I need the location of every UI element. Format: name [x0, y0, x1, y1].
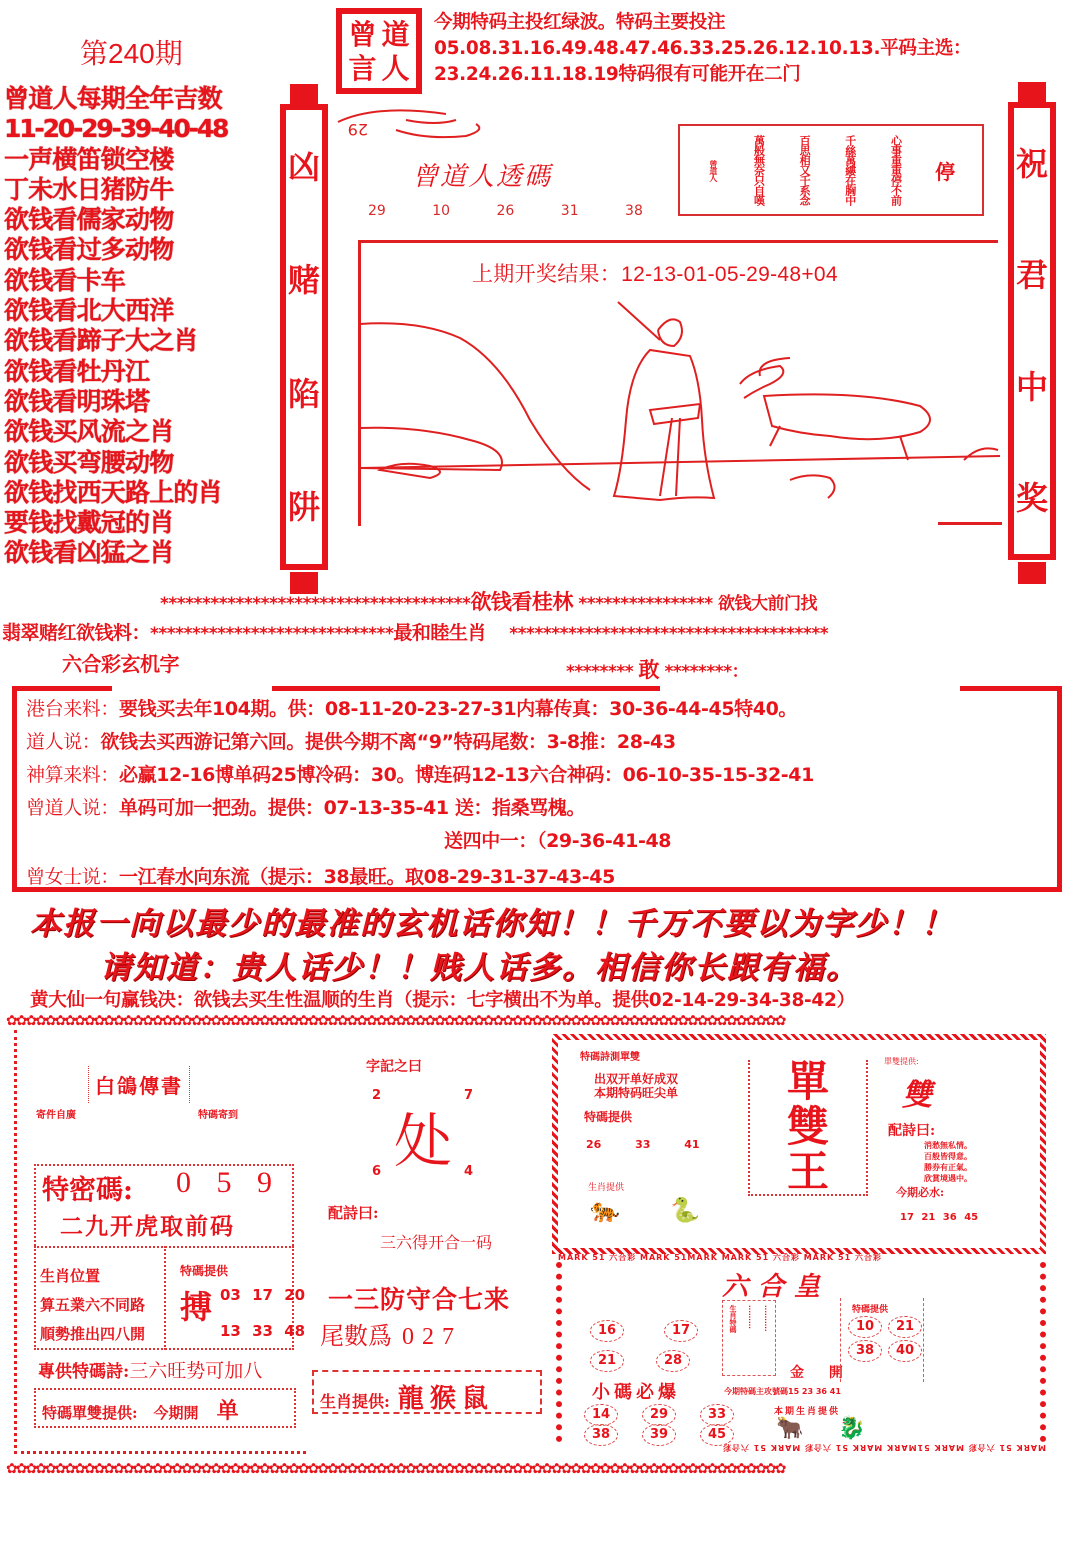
- odd-even-label: 特碼單雙提供:: [42, 1404, 138, 1422]
- odd-even-poem-title: 特碼詩測單雙: [580, 1052, 640, 1063]
- zodiac-position: [40, 1262, 145, 1349]
- flower-border-top: ✿✿✿✿✿✿✿✿✿✿✿✿✿✿✿✿✿✿✿✿✿✿✿✿✿✿✿✿✿✿✿✿✿✿✿✿✿✿✿✿✿✿✿✿✿✿✿✿✿✿✿✿✿✿✿✿✿✿✿✿✿✿✿✿✿✿✿✿✿✿✿✿✿✿✿✿✿✿✿✿: [6, 1014, 785, 1028]
- stars: *************************************: [160, 594, 471, 614]
- char-riddle-title: 字記之曰: [366, 1059, 422, 1075]
- painting-title: 曾道人透碼: [412, 162, 553, 192]
- scroll-cap: [290, 84, 318, 106]
- scroll-banner-right: [1008, 102, 1056, 560]
- monk-and-ox-illustration-icon: [360, 300, 1000, 524]
- tip-line: 欲钱看卡车: [4, 265, 126, 295]
- info-text: 必赢12-16博单码25博冷码：30。博连码12-13六合神码：06-10-35-15-32-41: [119, 764, 814, 786]
- slogan-line-1: 本报一向以最少的最准的玄机话你知！！千万不要以为字少！！: [30, 906, 954, 942]
- dragon-icon: 🐉: [838, 1416, 866, 1441]
- info-row: [26, 727, 676, 754]
- number-circle: 17: [664, 1320, 698, 1342]
- tail-value: 027: [402, 1324, 462, 1350]
- info-text: 一江春水向东流（提示：38最旺。取08-29-31-37-43-45: [119, 866, 615, 888]
- tip-line: 欲钱看凶猛之肖: [4, 538, 174, 568]
- must-win-numbers: 17 21 36 45: [900, 1212, 979, 1223]
- scroll-cap: [1018, 82, 1046, 104]
- odd-even-poem: [594, 1072, 678, 1100]
- secret-code-numbers: 0 5 9: [176, 1166, 272, 1199]
- secret-code-label: 特密碼:: [42, 1175, 133, 1206]
- zodiac-label: 生肖提供: [588, 1183, 625, 1193]
- info-text: 送四中一：（29-36-41-48: [444, 830, 672, 852]
- flower-border-bottom: ✿✿✿✿✿✿✿✿✿✿✿✿✿✿✿✿✿✿✿✿✿✿✿✿✿✿✿✿✿✿✿✿✿✿✿✿✿✿✿✿✿✿✿✿✿✿✿✿✿✿✿✿✿✿✿✿✿✿✿✿✿✿✿✿✿✿✿✿✿✿✿✿✿✿✿✿✿✿✿✿: [6, 1462, 785, 1476]
- last-result: [472, 258, 838, 288]
- vertical-text: 生肖特碼: [729, 1305, 737, 1333]
- scroll-char: 奖: [1015, 479, 1048, 518]
- scroll-char: 君: [1015, 256, 1048, 295]
- mark-border-right: [1040, 1262, 1050, 1442]
- info-row: [26, 862, 615, 889]
- right-poem: [924, 1140, 972, 1184]
- last-result-numbers: 12-13-01-05-29-48+04: [621, 263, 838, 286]
- top-notice: 今期特码主投红绿波。特码主要投注05.08.31.16.49.48.47.46.33.25.26.12.10.13.平码主选：23.24.26.11.18.19特码很有可能开在二门: [434, 12, 972, 85]
- info-text: 单码可加一把劲。提供：07-13-35-41 送：指桑骂槐。: [119, 797, 586, 819]
- tiger-icon: 🐅: [590, 1196, 620, 1224]
- number-circle: 28: [656, 1350, 690, 1372]
- riddle-line-2: [2, 618, 828, 645]
- corner-number: 2: [372, 1088, 382, 1103]
- huang-daxian-tip: 黄大仙一句赢钱决：欲钱去买生性温顺的生肖（提示：七字横出不为单。提供02-14-29-34-38-42）: [30, 990, 855, 1011]
- odd-even-prefix: 今期開: [153, 1404, 199, 1422]
- snake-icon: 🐍: [670, 1196, 700, 1224]
- vertical-text-box: [722, 1300, 776, 1376]
- tip-line: 欲钱看明珠塔: [4, 386, 150, 416]
- poem-column: 萬般無奈只自嘆: [752, 135, 766, 205]
- seal-char: 人: [381, 52, 410, 85]
- odd-even-line: [42, 1394, 239, 1425]
- riddle-text: 最和睦生肖: [393, 622, 486, 644]
- info-row: [26, 694, 797, 721]
- poem-column: 百思相又千系念: [798, 135, 812, 205]
- special-offer-label: 特碼提供: [180, 1264, 229, 1278]
- tip-line: 要钱找戴冠的肖: [4, 508, 174, 538]
- slogan-line-2: 请知道：贵人话少！！贱人话多。相信你长跟有福。: [100, 950, 859, 986]
- tip-line: 一声横笛锁空楼: [4, 144, 174, 174]
- poem-stop-char: 停: [935, 159, 956, 184]
- small-numbers-label: 小碼必爆: [592, 1382, 680, 1403]
- poem-line: 出双开单好成双: [594, 1072, 679, 1086]
- poem-signature: 曾道人: [708, 159, 718, 181]
- scroll-char: 阱: [287, 488, 320, 527]
- info-row: [26, 793, 585, 820]
- number-circle: 29: [642, 1404, 676, 1426]
- scroll-banner-left: [280, 104, 328, 570]
- mid-poem: 三六得开合一码: [380, 1233, 493, 1252]
- title-char: 王: [786, 1146, 829, 1196]
- recipient-label: 特碼寄到: [198, 1110, 238, 1121]
- info-label: 曾女士说：: [26, 866, 120, 888]
- riddle-text: 欲钱看桂林: [470, 590, 573, 614]
- pigeon-title: 白鴿傳書: [88, 1066, 190, 1103]
- stars: ********：: [664, 662, 749, 682]
- number-circle: 21: [590, 1350, 624, 1372]
- stars: **************************************: [509, 624, 829, 644]
- seal-char: 曾: [348, 18, 377, 51]
- corner-number: 6: [372, 1164, 382, 1179]
- special-offer-char: 搏: [180, 1288, 213, 1326]
- left-tips-column: [4, 84, 276, 569]
- odd-even-king-title: [748, 1057, 868, 1196]
- corner-number: 7: [464, 1088, 474, 1103]
- zodiac-offer-label: 本期生肖提供: [774, 1407, 841, 1417]
- number-circle: 14: [584, 1404, 618, 1426]
- guard-line: 一三防守合七来: [328, 1285, 511, 1314]
- last-result-label: 上期开奖结果：: [472, 263, 622, 286]
- mark-border-left: [556, 1262, 566, 1442]
- number-circle: 33: [700, 1404, 734, 1426]
- mark-border-bottom: MARK 51 六合彩 MARK 51MARK MARK 51 六合彩 MARK 51 六合彩: [722, 1443, 1046, 1452]
- painting-numbers: 29 10 26 31 38: [368, 203, 643, 219]
- info-label: 道人说：: [26, 731, 101, 753]
- number-circle: 21: [888, 1316, 922, 1338]
- offer-label: 特碼提供: [584, 1110, 633, 1124]
- odd-even-value: 单: [216, 1398, 239, 1424]
- tail-label: 尾數爲: [320, 1322, 392, 1350]
- scroll-cap: [1018, 562, 1046, 584]
- tip-line: 欲钱买弯腰动物: [4, 447, 174, 477]
- poem-line: 勝券有正氣。: [924, 1163, 972, 1172]
- info-text: 欲钱去买西游记第六回。提供今期不离“9”特码尾数：3-8推：28-43: [100, 731, 676, 753]
- poem-line: 本期特码旺尖单: [594, 1086, 679, 1100]
- corner-number: 4: [464, 1164, 474, 1179]
- title-char: 單: [786, 1057, 829, 1107]
- zodiac-line: [320, 1378, 494, 1415]
- issue-number: 第240期: [80, 38, 183, 69]
- poem-line: 百般皆得意。: [924, 1152, 972, 1161]
- riddle-label: 翡翠赌红欲钱料：: [2, 622, 151, 644]
- tip-line: 欲钱看牡丹江: [4, 356, 150, 386]
- riddle-big-char: 处: [394, 1107, 453, 1175]
- scroll-char: 祝: [1015, 144, 1048, 183]
- tip-line: 欲钱看过多动物: [4, 235, 174, 265]
- riddle-text: 欲钱大前门找: [718, 594, 818, 614]
- riddle-line-4: [566, 654, 748, 684]
- odd-even-offer-value: 雙: [902, 1078, 932, 1113]
- tip-line: 欲钱找西天路上的肖: [4, 477, 222, 507]
- svg-text:29: 29: [347, 120, 368, 139]
- riddle-line-3: 六合彩玄机字: [62, 652, 179, 676]
- info-row: [26, 760, 814, 787]
- number-circle: 39: [642, 1424, 676, 1446]
- riddle-text: 敢: [638, 658, 660, 682]
- tip-line: 丁未水日猪防牛: [4, 174, 174, 204]
- mark-border-top: MARK 51 六合彩 MARK 51MARK MARK 51 六合彩 MARK 51 六合彩: [558, 1253, 882, 1262]
- number-circle: 38: [584, 1424, 618, 1446]
- info-label: 港台来料：: [26, 698, 120, 720]
- tip-line: 11-20-29-39-40-48: [4, 114, 228, 144]
- divider: [164, 1246, 166, 1350]
- info-label: 曾道人说：: [26, 797, 120, 819]
- info-label: 神算来料：: [26, 764, 120, 786]
- tip-line: 欲钱买风流之肖: [4, 417, 174, 447]
- tip-line: 欲钱看北大西洋: [4, 296, 174, 326]
- stars: ********: [566, 662, 634, 682]
- info-row: [444, 826, 671, 853]
- zodiac-position-line: 順勢推出四八開: [40, 1325, 146, 1343]
- title-char: 雙: [786, 1101, 829, 1151]
- seal-char: 言: [348, 52, 377, 85]
- offer-numbers: 26 33 41: [586, 1138, 700, 1151]
- poem-column: 心事重重停不前: [889, 135, 903, 205]
- zodiac-value: 龍猴鼠: [397, 1384, 494, 1414]
- scroll-char: 凶: [287, 147, 320, 186]
- main-numbers-line: 今期特碼主攻號碼15 23 36 41: [724, 1387, 841, 1396]
- number-circle: 40: [888, 1340, 922, 1362]
- right-offer-label: 特碼提供: [852, 1305, 889, 1315]
- liuhe-king-title: 六合皇: [722, 1272, 831, 1302]
- secret-code-hint: 二九开虎取前码: [60, 1213, 235, 1240]
- special-offer-numbers: 03 17 20: [220, 1286, 306, 1304]
- seal-stamp: [336, 8, 422, 94]
- tip-line: 欲钱看儒家动物: [4, 205, 174, 235]
- special-poem-value: 三六旺势可加八: [129, 1360, 263, 1382]
- ox-icon: 🐂: [776, 1416, 804, 1441]
- scroll-char: 中: [1015, 367, 1048, 406]
- poem-column: 千絲萬縷在胸中: [843, 135, 857, 205]
- vertical-text: ·········: [745, 1305, 753, 1329]
- riddle-line-1: [160, 586, 817, 616]
- gold-label: 金 開: [790, 1365, 843, 1381]
- zodiac-label: 生肖提供:: [320, 1392, 390, 1411]
- stars: *****************************: [150, 624, 394, 644]
- stars: ****************: [578, 594, 713, 614]
- mid-poem-label: 配詩曰:: [328, 1204, 379, 1222]
- seal-char: 道: [381, 18, 410, 51]
- zodiac-position-line: 算五業六不同路: [40, 1296, 146, 1314]
- special-poem: [38, 1356, 262, 1383]
- info-text: 要钱买去年104期。供：08-11-20-23-27-31内幕传真：30-36-44-45特40。: [119, 698, 798, 720]
- scroll-char: 陷: [287, 374, 320, 413]
- number-circle: 38: [848, 1340, 882, 1362]
- poem-box: [678, 124, 984, 216]
- special-offer-numbers: 13 33 48: [220, 1322, 306, 1340]
- sender-label: 寄件自廣: [36, 1110, 76, 1121]
- poem-line: 欣賞境遇中。: [924, 1174, 972, 1183]
- scroll-char: 赌: [287, 261, 320, 300]
- tail-number-line: [320, 1316, 462, 1351]
- odd-even-offer-title: 單雙提供:: [884, 1057, 919, 1066]
- poem-line: 消愁無私情。: [924, 1141, 972, 1150]
- vertical-text: ··········: [761, 1305, 769, 1332]
- right-poem-label: 配詩曰:: [888, 1123, 936, 1139]
- tip-line: 曾道人每期全年吉数: [4, 84, 222, 113]
- zodiac-position-line: 生肖位置: [40, 1267, 101, 1285]
- number-circle: 16: [590, 1320, 624, 1342]
- number-circle: 10: [848, 1316, 882, 1338]
- special-poem-label: 專供特碼詩:: [38, 1362, 130, 1382]
- must-win-label: 今期必水:: [896, 1186, 945, 1199]
- tip-line: 欲钱看蹄子大之肖: [4, 326, 198, 356]
- number-circle: 45: [700, 1424, 734, 1446]
